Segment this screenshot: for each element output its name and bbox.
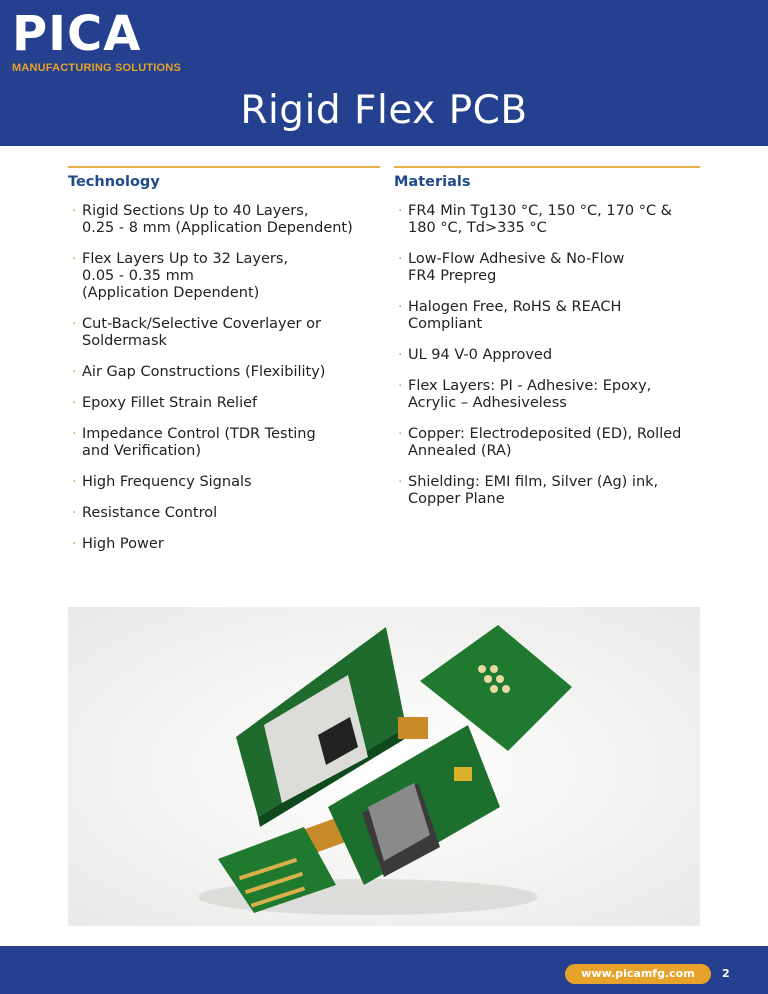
bullet-icon: · xyxy=(72,426,77,442)
materials-column xyxy=(394,166,700,522)
materials-list-item xyxy=(394,347,700,364)
bullet-icon: · xyxy=(398,203,403,219)
bullet-icon: · xyxy=(398,299,403,315)
page-number: 2 xyxy=(722,967,730,980)
bullet-icon: · xyxy=(72,536,77,552)
technology-list-item xyxy=(68,474,380,491)
header-banner xyxy=(0,0,768,146)
footer-bar xyxy=(0,946,768,994)
pica-logo: PICA xyxy=(12,6,142,62)
technology-item-text: Air Gap Constructions (Flexibility) xyxy=(82,364,326,380)
materials-item-text: FR4 Min Tg130 °C, 150 °C, 170 °C & 180 °C, Td>335 °C xyxy=(408,203,672,236)
bullet-icon: · xyxy=(398,474,403,490)
materials-list-item xyxy=(394,474,700,508)
rigid-flex-pcb-photo xyxy=(68,607,700,926)
bullet-icon: · xyxy=(398,378,403,394)
technology-item-text: Flex Layers Up to 32 Layers, 0.05 - 0.35 mm (Application Dependent) xyxy=(82,251,289,301)
materials-list-item xyxy=(394,426,700,460)
section-divider xyxy=(394,166,700,168)
materials-item-text: Copper: Electrodeposited (ED), Rolled Annealed (RA) xyxy=(408,426,682,459)
bullet-icon: · xyxy=(398,251,403,267)
technology-item-text: Rigid Sections Up to 40 Layers, 0.25 - 8 mm (Application Dependent) xyxy=(82,203,353,236)
materials-item-text: UL 94 V-0 Approved xyxy=(408,347,553,363)
bullet-icon: · xyxy=(72,364,77,380)
materials-item-text: Halogen Free, RoHS & REACH Compliant xyxy=(408,299,622,332)
technology-item-text: High Frequency Signals xyxy=(82,474,252,490)
technology-list xyxy=(68,203,380,553)
bullet-icon: · xyxy=(72,203,77,219)
materials-list-item xyxy=(394,299,700,333)
technology-list-item xyxy=(68,316,380,350)
technology-list-item xyxy=(68,536,380,553)
website-link[interactable]: www.picamfg.com xyxy=(565,964,711,984)
technology-item-text: Epoxy Fillet Strain Relief xyxy=(82,395,258,411)
bullet-icon: · xyxy=(398,347,403,363)
materials-item-text: Low-Flow Adhesive & No-Flow FR4 Prepreg xyxy=(408,251,625,284)
materials-list-item xyxy=(394,203,700,237)
logo-subtitle: MANUFACTURING SOLUTIONS xyxy=(12,62,181,74)
technology-list-item xyxy=(68,251,380,302)
materials-list-item xyxy=(394,251,700,285)
technology-item-text: High Power xyxy=(82,536,164,552)
technology-list-item xyxy=(68,364,380,381)
technology-list-item xyxy=(68,505,380,522)
technology-item-text: Cut-Back/Selective Coverlayer or Soldermask xyxy=(82,316,321,349)
materials-heading: Materials xyxy=(394,174,471,190)
technology-list-item xyxy=(68,426,380,460)
bullet-icon: · xyxy=(398,426,403,442)
page-title: Rigid Flex PCB xyxy=(240,88,528,133)
pcb-illustration xyxy=(68,607,700,926)
technology-item-text: Impedance Control (TDR Testing and Verification) xyxy=(82,426,316,459)
materials-list xyxy=(394,203,700,508)
technology-heading: Technology xyxy=(68,174,160,190)
materials-item-text: Flex Layers: PI - Adhesive: Epoxy, Acrylic – Adhesiveless xyxy=(408,378,652,411)
bullet-icon: · xyxy=(72,505,77,521)
technology-list-item xyxy=(68,395,380,412)
bullet-icon: · xyxy=(72,316,77,332)
technology-list-item xyxy=(68,203,380,237)
technology-column xyxy=(68,166,380,567)
section-divider xyxy=(68,166,380,168)
technology-item-text: Resistance Control xyxy=(82,505,218,521)
materials-list-item xyxy=(394,378,700,412)
bullet-icon: · xyxy=(72,474,77,490)
materials-item-text: Shielding: EMI film, Silver (Ag) ink, Copper Plane xyxy=(408,474,659,507)
bullet-icon: · xyxy=(72,395,77,411)
bullet-icon: · xyxy=(72,251,77,267)
